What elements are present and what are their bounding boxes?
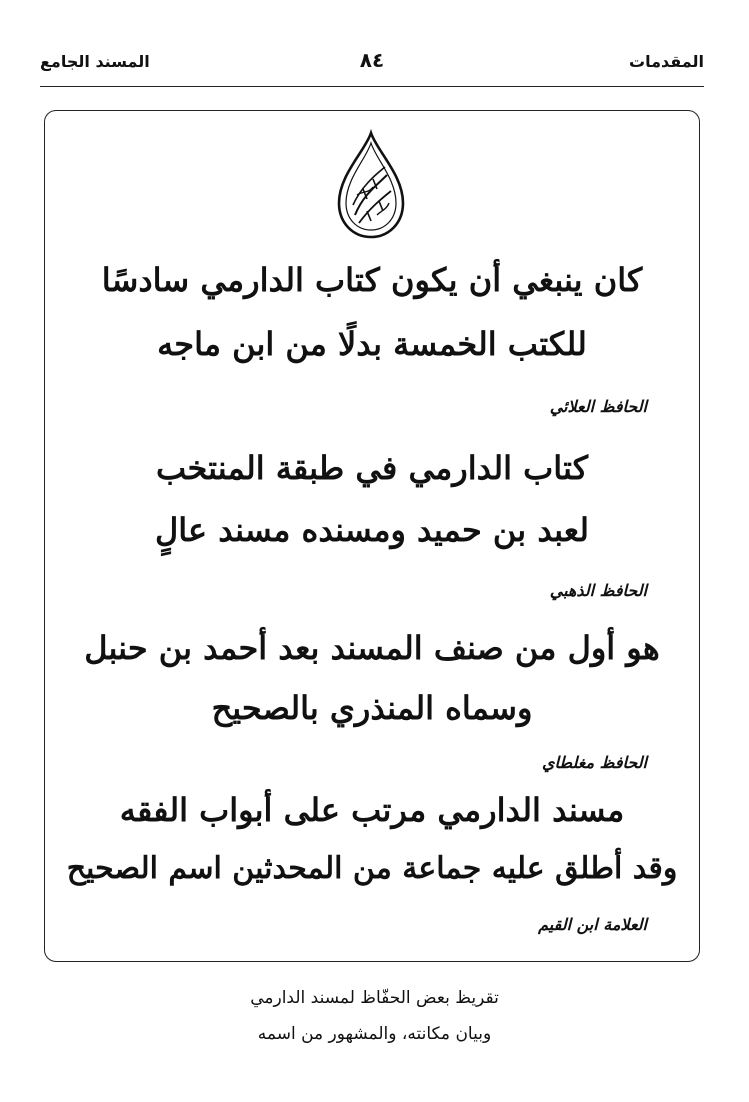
page-header [40, 48, 704, 78]
quote-3-attribution: الحافظ مغلطاي [541, 753, 647, 772]
caption-line-2: وبيان مكانته، والمشهور من اسمه [257, 1024, 492, 1044]
quote-2-line-2: لعبد بن حميد ومسنده مسند عالٍ [155, 511, 589, 549]
quote-1-attribution: الحافظ العلائي [549, 397, 647, 416]
header-rule [40, 86, 704, 87]
book-title: المسند الجامع [40, 52, 150, 71]
section-title: المقدمات [629, 52, 704, 71]
quotes-frame [44, 110, 700, 962]
quote-3-line-1: هو أول من صنف المسند بعد أحمد بن حنبل [84, 629, 660, 667]
page-number: ٨٤ [359, 48, 385, 72]
quote-3-line-2: وسماه المنذري بالصحيح [211, 689, 533, 727]
quote-4-line-2: وقد أطلق عليه جماعة من المحدثين اسم الصحيح [66, 851, 678, 886]
basmala-seal-icon [333, 129, 409, 241]
quote-4-line-1: مسند الدارمي مرتب على أبواب الفقه [119, 791, 625, 829]
quote-1-line-1: كان ينبغي أن يكون كتاب الدارمي سادسًا [101, 261, 643, 299]
caption-line-1: تقريظ بعض الحفّاظ لمسند الدارمي [250, 988, 499, 1008]
quote-1-line-2: للكتب الخمسة بدلًا من ابن ماجه [157, 325, 587, 363]
quote-2-attribution: الحافظ الذهبي [549, 581, 647, 600]
quote-4-attribution: العلامة ابن القيم [538, 915, 647, 934]
quote-2-line-1: كتاب الدارمي في طبقة المنتخب [156, 449, 588, 487]
